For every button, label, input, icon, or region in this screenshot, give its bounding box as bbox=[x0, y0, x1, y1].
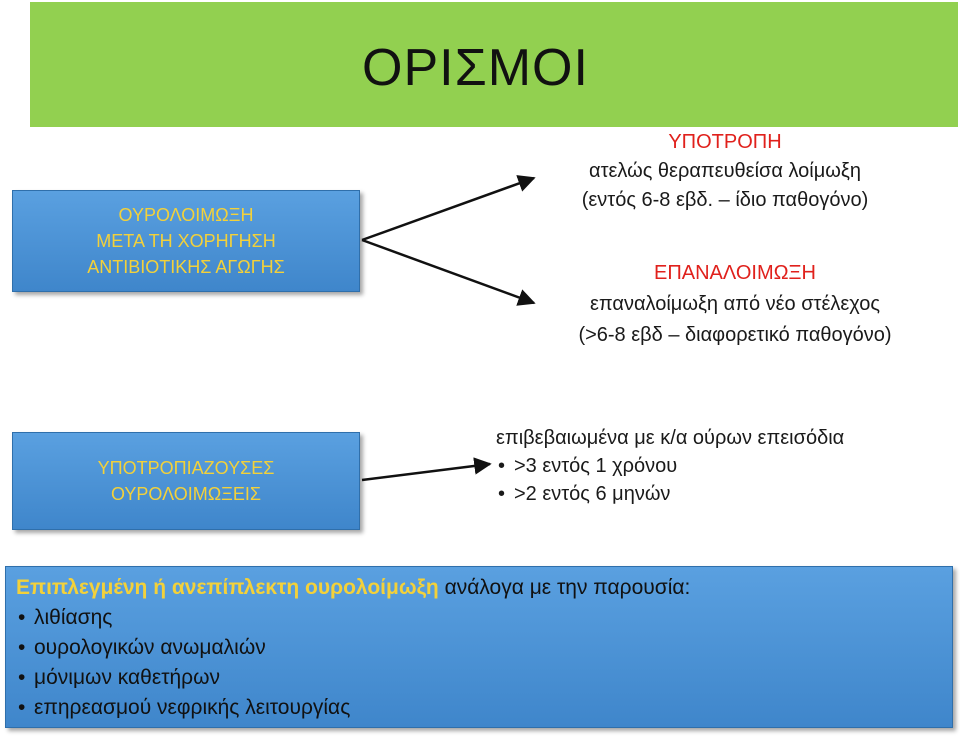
recurrent-list bbox=[496, 452, 844, 508]
relapse-line: ατελώς θεραπευθείσα λοίμωξη bbox=[589, 160, 861, 182]
relapse-heading: ΥΠΟΤΡΟΠΗ bbox=[668, 131, 782, 153]
complicated-uti-box bbox=[5, 566, 953, 728]
list-item: • >3 εντός 1 χρόνου bbox=[496, 452, 844, 480]
list-item: • >2 εντός 6 μηνών bbox=[496, 480, 844, 508]
complicated-list bbox=[16, 603, 952, 723]
complicated-intro bbox=[16, 573, 952, 603]
box-line: ΥΠΟΤΡΟΠΙΑΖΟΥΣΕΣ bbox=[97, 458, 275, 478]
relapse-line: (εντός 6-8 εβδ. – ίδιο παθογόνο) bbox=[581, 189, 869, 211]
box-line: ΟΥΡΟΛΟΙΜΩΞΕΙΣ bbox=[110, 484, 262, 504]
box-line: ΟΥΡΟΛΟΙΜΩΞΗ bbox=[118, 205, 254, 225]
page-title: ΟΡΙΣΜΟΙ bbox=[362, 39, 589, 97]
arrow-to-recurrent bbox=[362, 464, 490, 480]
list-item: • λιθίασης bbox=[16, 603, 952, 633]
list-item: • ουρολογικών ανωμαλιών bbox=[16, 633, 952, 663]
box-line: ΑΝΤΙΒΙΟΤΙΚΗΣ ΑΓΩΓΗΣ bbox=[87, 257, 285, 277]
reinfection-heading: ΕΠΑΝΑΛΟΙΜΩΞΗ bbox=[653, 262, 816, 284]
reinfection-definition bbox=[500, 258, 960, 351]
complicated-highlight: Επιπλεγμένη ή ανεπίπλεκτη ουρολοίμωξη bbox=[16, 576, 439, 599]
list-item: • μόνιμων καθετήρων bbox=[16, 663, 952, 693]
reinfection-line: επαναλοίμωξη από νέο στέλεχος bbox=[589, 293, 881, 315]
recurrent-uti-box bbox=[12, 432, 360, 530]
relapse-definition bbox=[500, 128, 950, 215]
list-item: • επηρεασμού νεφρικής λειτουργίας bbox=[16, 693, 952, 723]
recurrent-definition bbox=[496, 424, 844, 508]
complicated-rest: ανάλογα με την παρουσία: bbox=[438, 576, 691, 599]
reinfection-line: (>6-8 εβδ – διαφορετικό παθογόνο) bbox=[578, 324, 892, 346]
recurrent-intro: επιβεβαιωμένα με κ/α ούρων επεισόδια bbox=[496, 427, 845, 449]
box-line: ΜΕΤΑ ΤΗ ΧΟΡΗΓΗΣΗ bbox=[96, 231, 276, 251]
